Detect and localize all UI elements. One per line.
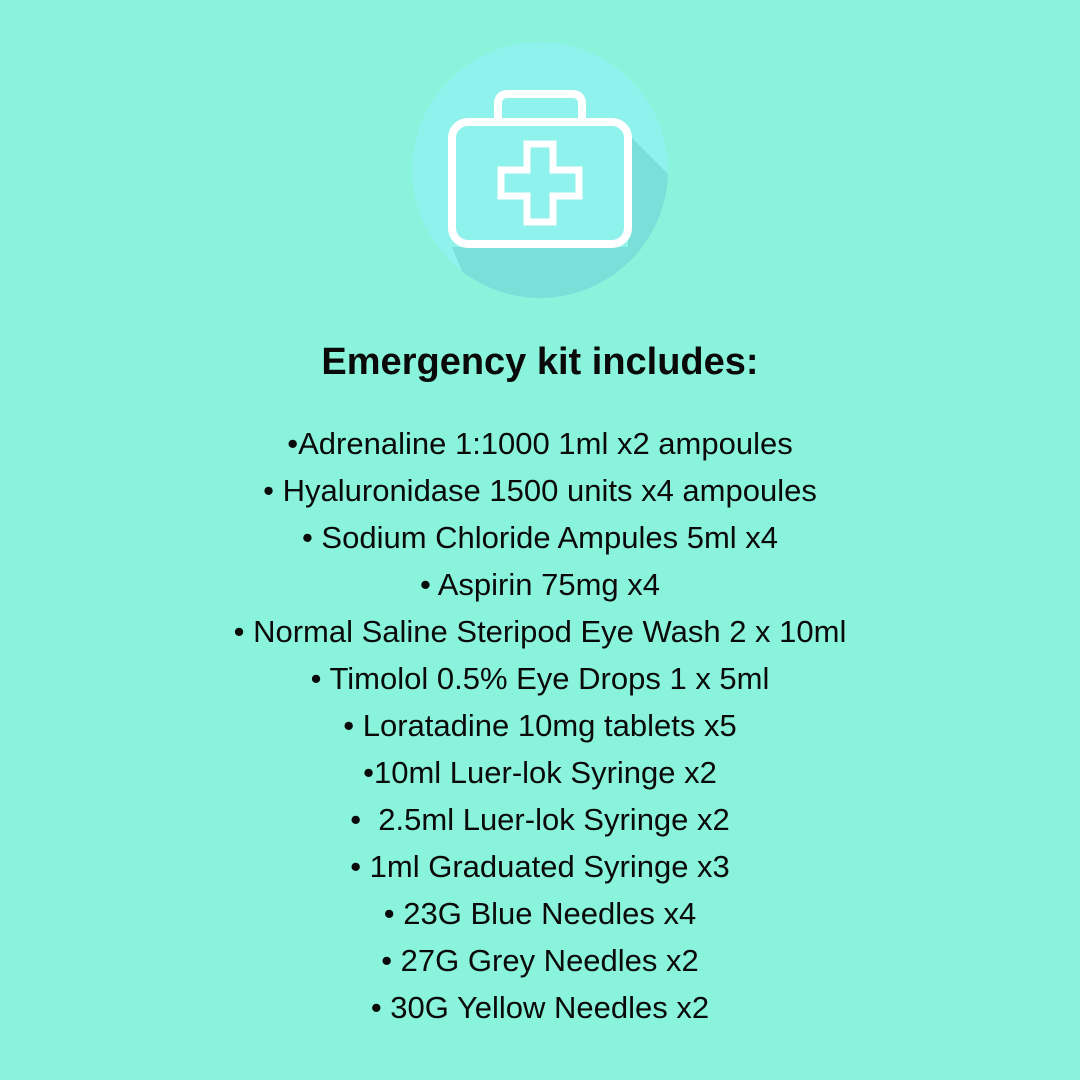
list-item: • Aspirin 75mg x4 <box>419 567 661 602</box>
list-item: • 27G Grey Needles x2 <box>381 943 699 978</box>
list-item: • 1ml Graduated Syringe x3 <box>350 849 730 884</box>
list-item: • 2.5ml Luer-lok Syringe x2 <box>350 802 730 837</box>
list-item: • 23G Blue Needles x4 <box>383 896 697 931</box>
list-item: •10ml Luer-lok Syringe x2 <box>363 755 717 790</box>
list-item: • Sodium Chloride Ampules 5ml x4 <box>301 520 779 555</box>
list-item: • Loratadine 10mg tablets x5 <box>343 708 737 743</box>
page-title: Emergency kit includes: <box>321 341 759 383</box>
list-item: • Timolol 0.5% Eye Drops 1 x 5ml <box>310 661 770 696</box>
first-aid-kit-badge <box>412 42 668 298</box>
list-item: •Adrenaline 1:1000 1ml x2 ampoules <box>287 426 793 461</box>
list-item: • Hyaluronidase 1500 units x4 ampoules <box>263 473 817 508</box>
list-item: • Normal Saline Steripod Eye Wash 2 x 10ml <box>233 614 847 649</box>
list-item: • 30G Yellow Needles x2 <box>370 990 710 1025</box>
first-aid-kit-icon <box>412 42 668 298</box>
kit-item-list <box>0 420 1080 1031</box>
